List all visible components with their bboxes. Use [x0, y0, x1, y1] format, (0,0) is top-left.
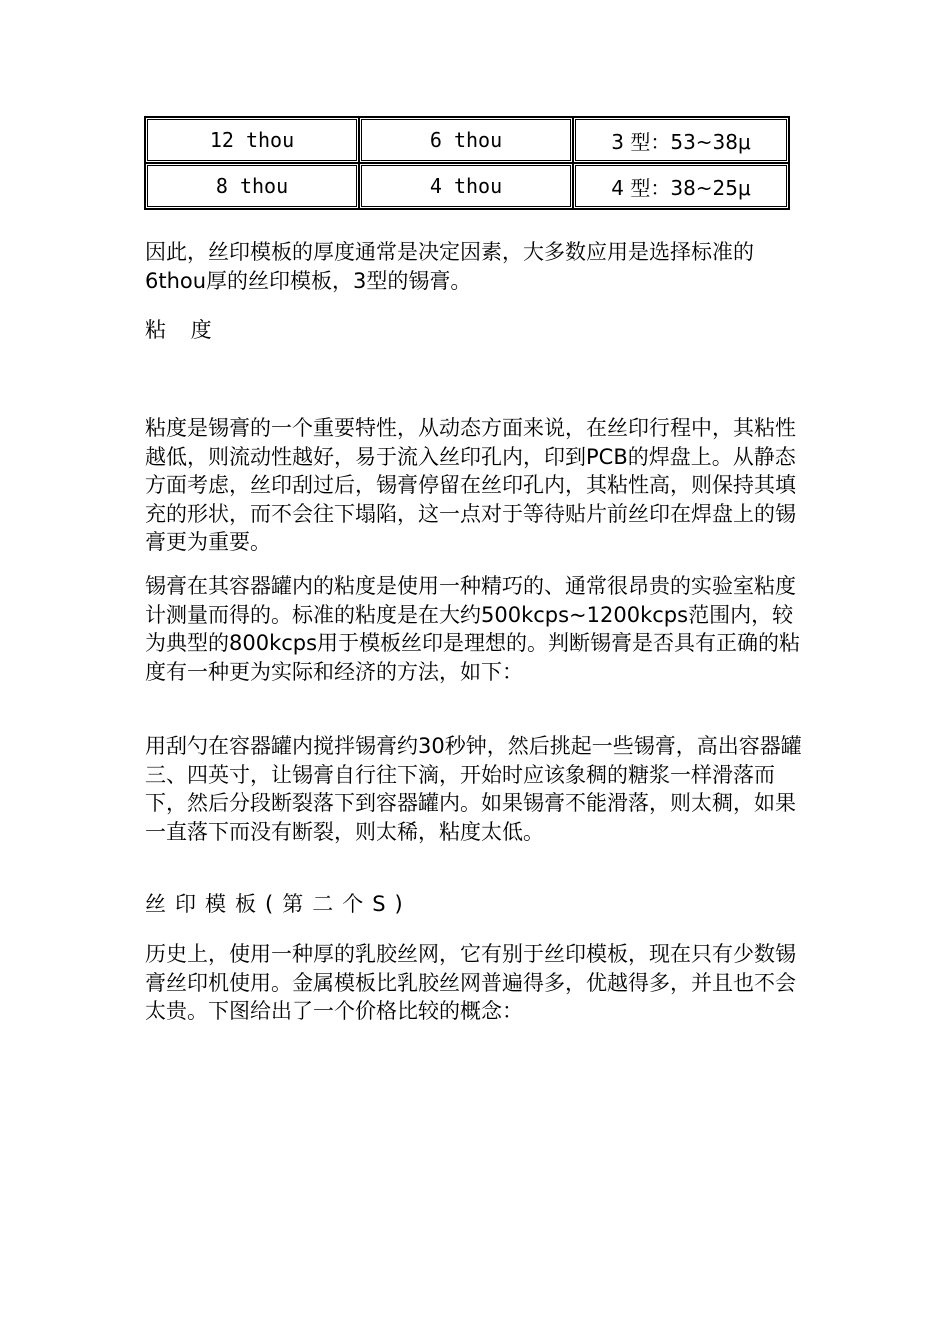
table-cell: 12 thou: [146, 118, 360, 164]
paragraph-viscosity-intro: 粘度是锡膏的一个重要特性，从动态方面来说，在丝印行程中，其粘性越低，则流动性越好，易于流入丝印孔内，印到PCB的焊盘上。从静态方面考虑，丝印刮过后，锡膏停留在丝印孔内，其粘性高，则保持其填充的形状，而不会往下塌陷，这一点对于等待贴片前丝印在焊盘上的锡膏更为重要。: [145, 416, 796, 554]
table-cell: 4 thou: [360, 164, 574, 208]
paragraph-thickness-summary: 因此，丝印模板的厚度通常是决定因素，大多数应用是选择标准的6thou厚的丝印模板，3型的锡膏。: [145, 240, 754, 293]
table-cell: 4 型：38~25μ: [574, 164, 788, 208]
table-cell: 3 型：53~38μ: [574, 118, 788, 164]
paragraph-stencil-history: 历史上，使用一种厚的乳胶丝网，它有别于丝印模板，现在只有少数锡膏丝印机使用。金属模板比乳胶丝网普遍得多，优越得多，并且也不会太贵。下图给出了一个价格比较的概念：: [145, 942, 796, 1023]
paragraph-viscosity-measurement: 锡膏在其容器罐内的粘度是使用一种精巧的、通常很昂贵的实验室粘度计测量而得的。标准的粘度是在大约500kcps~1200kcps范围内，较为典型的800kcps用于模板丝印是理想的。判断锡膏是否具有正确的粘度有一种更为实际和经济的方法，如下：: [145, 574, 801, 684]
table-cell: 8 thou: [146, 164, 360, 208]
table-row: [146, 118, 788, 164]
paragraph-viscosity-test: 用刮勺在容器罐内搅拌锡膏约30秒钟，然后挑起一些锡膏，高出容器罐三、四英寸，让锡膏自行往下滴，开始时应该象稠的糖浆一样滑落而下，然后分段断裂落下到容器罐内。如果锡膏不能滑落，则太稠，如果一直落下而没有断裂，则太稀，粘度太低。: [145, 734, 802, 844]
table-cell: 6 thou: [360, 118, 574, 164]
stencil-paste-table: [144, 116, 790, 210]
table-row: [146, 164, 788, 208]
heading-viscosity: 粘 度: [145, 318, 221, 342]
heading-stencil: 丝印模板(第二个S): [145, 892, 412, 916]
